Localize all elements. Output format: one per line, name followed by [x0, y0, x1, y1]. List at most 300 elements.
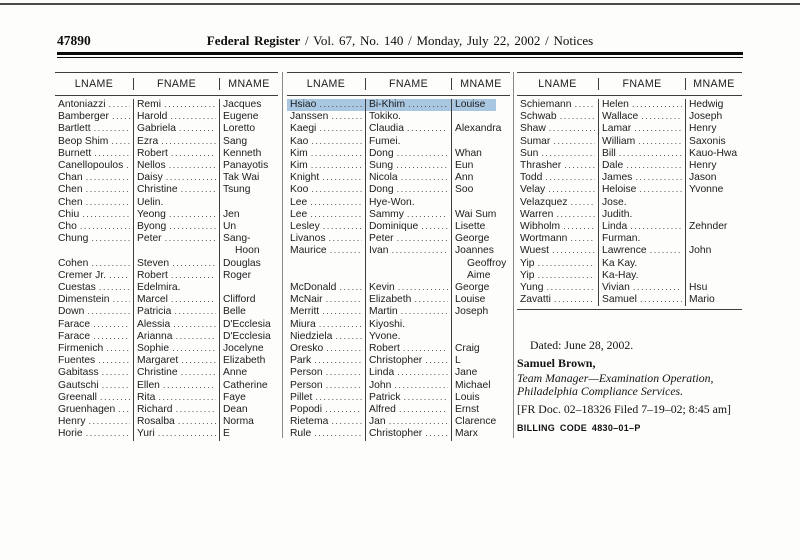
dot-leader — [398, 282, 448, 294]
name-text: Lamar — [602, 123, 632, 135]
mname-text: Eun — [455, 160, 474, 172]
table-row — [287, 392, 510, 404]
mname-cell — [452, 172, 510, 184]
name-text: Kao — [290, 135, 309, 147]
mname-text: Alexandra — [455, 123, 502, 135]
table-row — [287, 245, 510, 282]
dot-leader — [91, 258, 130, 270]
fname-cell — [366, 331, 452, 343]
dot-leader — [330, 245, 362, 257]
table-row — [55, 209, 278, 221]
dot-leader — [112, 111, 130, 123]
name-text: Rita — [137, 391, 156, 403]
table-row — [287, 148, 510, 160]
lname-cell — [517, 136, 599, 148]
table-row — [287, 136, 510, 148]
lname-cell — [517, 99, 599, 111]
dot-leader — [331, 416, 362, 428]
lname-cell — [517, 209, 599, 221]
name-text: Fuentes — [58, 355, 96, 367]
name-text: Yuri — [137, 428, 155, 440]
dot-leader — [397, 233, 448, 245]
lname-cell — [55, 172, 134, 184]
dot-leader — [100, 392, 130, 404]
dot-leader — [635, 172, 682, 184]
lname-cell — [55, 258, 134, 270]
lname-cell — [287, 343, 366, 355]
dot-leader — [87, 306, 130, 318]
mname-cell — [686, 282, 742, 294]
lname-cell — [287, 416, 366, 428]
table-row — [517, 160, 742, 172]
dot-leader — [538, 270, 596, 282]
mname-text: Jacques — [223, 99, 262, 110]
name-text: Dong — [369, 184, 394, 196]
mname-cell — [452, 148, 510, 160]
lname-cell — [287, 355, 366, 367]
mname-text: Clarence — [455, 416, 497, 428]
mname-cell — [452, 416, 510, 428]
mname-cell — [220, 331, 278, 343]
mname-cell — [452, 319, 510, 331]
table-row — [287, 428, 510, 440]
mname-cell — [220, 343, 278, 355]
table-row — [55, 404, 278, 416]
table-row — [55, 331, 278, 343]
dot-leader — [571, 197, 595, 209]
dot-leader — [169, 221, 216, 233]
name-text: Wallace — [602, 111, 639, 123]
dot-leader — [414, 294, 448, 306]
lname-cell — [287, 221, 366, 233]
table-row — [287, 355, 510, 367]
mname-cell — [220, 172, 278, 184]
mname-cell — [452, 392, 510, 404]
mname-cell — [220, 294, 278, 306]
running-head — [57, 33, 743, 49]
dot-leader — [564, 160, 595, 172]
lname-cell — [55, 136, 134, 148]
dot-leader — [171, 294, 216, 306]
fname-cell — [366, 355, 452, 367]
dot-leader — [389, 416, 448, 428]
dot-leader — [93, 319, 130, 331]
lname-cell — [287, 331, 366, 343]
lname-cell — [517, 111, 599, 123]
mname-text: Joseph — [455, 306, 489, 318]
table-row — [517, 294, 742, 306]
lname-cell — [287, 160, 366, 172]
name-text: Alfred — [369, 404, 396, 416]
mname-cell — [686, 184, 742, 196]
mname-text: Sang- — [223, 233, 251, 245]
dot-leader — [401, 306, 448, 318]
lname-cell — [517, 160, 599, 172]
name-text: Yip — [520, 269, 535, 281]
mname-cell — [220, 306, 278, 318]
mname-cell — [686, 172, 742, 184]
dot-leader — [86, 184, 130, 196]
dot-leader — [171, 270, 216, 282]
name-text: Zavatti — [520, 294, 551, 306]
fname-cell — [366, 282, 452, 294]
mname-text: Douglas — [223, 257, 261, 269]
name-text: Greenall — [58, 391, 97, 403]
dot-leader — [403, 392, 448, 404]
lname-cell — [55, 270, 134, 282]
name-text: Dimenstein — [58, 294, 110, 306]
fname-cell — [366, 99, 452, 111]
name-text: Fumei. — [369, 135, 401, 147]
lname-cell — [287, 99, 366, 111]
name-text: Heloise — [602, 184, 637, 196]
column-header-mname: MNAME — [228, 77, 270, 90]
dot-leader — [161, 136, 216, 148]
fname-cell — [366, 343, 452, 355]
mname-cell — [686, 197, 742, 209]
name-text: Sammy — [369, 208, 404, 220]
lname-cell — [55, 111, 134, 123]
lname-cell — [517, 221, 599, 233]
name-text: Byong — [137, 221, 167, 233]
name-text: Hye-Won. — [369, 196, 415, 208]
name-text: Koo — [290, 184, 309, 196]
dot-leader — [650, 245, 682, 257]
lname-cell — [55, 148, 134, 160]
mname-text: Eugene — [223, 111, 259, 123]
dot-leader — [310, 209, 362, 221]
dot-leader — [407, 209, 448, 221]
name-text: Edelmira. — [137, 282, 181, 294]
dot-leader — [310, 197, 362, 209]
name-text: Christopher — [369, 355, 423, 367]
lname-cell — [517, 282, 599, 294]
name-text: Canellopoulos — [58, 160, 124, 172]
table-row — [287, 233, 510, 245]
fname-cell — [366, 428, 452, 440]
mname-text: Michael — [455, 379, 491, 391]
fname-cell — [366, 111, 452, 123]
name-text: Christopher — [369, 428, 423, 440]
mname-text: Catherine — [223, 379, 268, 391]
name-table-column-3 — [517, 72, 742, 310]
name-text: Livanos — [290, 233, 326, 245]
fname-cell — [366, 245, 452, 282]
fname-cell — [366, 136, 452, 148]
mname-cell — [452, 428, 510, 440]
column-header-mname: MNAME — [693, 77, 735, 90]
dot-leader — [311, 136, 362, 148]
name-text: Nicola — [369, 172, 398, 184]
mname-cell — [452, 221, 510, 233]
table-row — [55, 416, 278, 428]
lname-cell — [287, 148, 366, 160]
lname-cell — [287, 245, 366, 282]
lname-cell — [55, 428, 134, 440]
table-row — [55, 172, 278, 184]
name-text: Patrick — [369, 391, 401, 403]
fname-cell — [366, 123, 452, 135]
dot-leader — [319, 123, 362, 135]
mname-cell — [452, 245, 510, 282]
name-text: Judith. — [602, 208, 633, 220]
mname-cell — [452, 136, 510, 148]
mname-text: Jen — [223, 208, 240, 220]
table-row — [55, 270, 278, 282]
column-gutter-rule-right — [513, 72, 514, 438]
table-row — [55, 233, 278, 257]
dot-leader — [165, 233, 216, 245]
dot-leader — [176, 331, 217, 343]
mname-text: Aime — [467, 269, 491, 281]
dot-leader — [109, 99, 130, 111]
fname-cell — [599, 282, 686, 294]
table-row — [287, 160, 510, 172]
mname-cell — [452, 404, 510, 416]
mname-text: Joseph — [689, 111, 723, 123]
name-text: Yvone. — [369, 330, 401, 342]
table-row — [55, 392, 278, 404]
name-text: Bi-Khim — [369, 99, 406, 110]
mname-cell — [686, 209, 742, 221]
table-row — [55, 294, 278, 306]
mname-text: Panayotis — [223, 160, 269, 172]
column-header-lname: LNAME — [55, 78, 134, 90]
fname-cell — [599, 136, 686, 148]
name-text: Janssen — [290, 111, 329, 123]
mname-cell — [220, 184, 278, 196]
dot-leader — [326, 380, 362, 392]
name-text: Niedziela — [290, 330, 333, 342]
table-row-highlighted — [287, 99, 510, 111]
table-body — [287, 96, 510, 441]
name-text: Chiu — [58, 208, 80, 220]
dot-leader — [91, 233, 130, 245]
fname-cell — [599, 111, 686, 123]
name-text: Todd — [520, 172, 543, 184]
name-text: Yip — [520, 257, 535, 269]
fname-cell — [134, 99, 220, 111]
dot-leader — [181, 355, 216, 367]
dot-leader — [311, 160, 362, 172]
mname-text — [455, 99, 508, 111]
dot-leader — [98, 355, 130, 367]
dot-leader — [175, 404, 216, 416]
dot-leader — [99, 282, 130, 294]
lname-cell — [287, 294, 366, 306]
mname-text: Norma — [223, 416, 254, 428]
name-text: Robert — [369, 343, 400, 355]
lname-cell — [55, 221, 134, 233]
mname-cell — [452, 99, 510, 111]
dot-leader — [575, 99, 595, 111]
lname-cell — [55, 209, 134, 221]
lname-cell — [517, 270, 599, 282]
table-row — [517, 148, 742, 160]
fname-cell — [134, 136, 220, 148]
mname-text: Mario — [689, 294, 715, 306]
table-row — [517, 221, 742, 233]
dot-leader — [329, 233, 363, 245]
dot-leader — [179, 123, 216, 135]
lname-cell — [287, 123, 366, 135]
mname-cell — [220, 404, 278, 416]
running-head-rule — [57, 52, 743, 58]
journal-name: Federal Register — [206, 33, 301, 48]
fname-cell — [134, 209, 220, 221]
fname-cell — [599, 172, 686, 184]
name-text: Bamberger — [58, 111, 109, 123]
table-row — [287, 209, 510, 221]
lname-cell — [517, 172, 599, 184]
mname-cell — [452, 197, 510, 209]
name-text: Henry — [58, 416, 86, 428]
table-row — [517, 172, 742, 184]
name-text: Dale — [602, 160, 624, 172]
mname-text: Jane — [455, 367, 478, 379]
dot-leader — [323, 221, 362, 233]
mname-text: D'Ecclesia — [223, 318, 271, 330]
dot-leader — [421, 221, 448, 233]
name-table-column-2 — [287, 72, 510, 441]
dot-leader — [311, 184, 362, 196]
dot-leader — [113, 294, 130, 306]
mname-cell — [220, 367, 278, 379]
mname-cell — [686, 221, 742, 233]
name-text: Kim — [290, 147, 308, 159]
name-text: Peter — [369, 233, 394, 245]
table-row — [517, 123, 742, 135]
dot-leader — [178, 416, 216, 428]
mname-cell — [686, 160, 742, 172]
name-text: Bartlett — [58, 123, 91, 135]
name-text: Gruenhagen — [58, 404, 116, 416]
dot-leader — [552, 245, 595, 257]
mname-text: Marx — [455, 428, 478, 440]
mname-text: Elizabeth — [223, 355, 266, 367]
fname-cell — [599, 258, 686, 270]
mname-text: Loretto — [223, 123, 256, 135]
fname-cell — [599, 148, 686, 160]
dot-leader — [396, 160, 448, 172]
mname-text: Joannes — [455, 245, 494, 257]
name-text: Velay — [520, 184, 546, 196]
dot-leader — [391, 245, 448, 257]
dot-leader — [335, 331, 362, 343]
fname-cell — [599, 233, 686, 245]
dot-leader — [102, 367, 130, 379]
mname-cell — [452, 343, 510, 355]
dot-leader — [326, 343, 362, 355]
dot-leader — [94, 148, 130, 160]
lname-cell — [287, 197, 366, 209]
name-text: Claudia — [369, 123, 404, 135]
name-text: Kevin — [369, 282, 395, 294]
mname-text: Clifford — [223, 294, 256, 306]
mname-text: Jocelyne — [223, 343, 264, 355]
mname-text: Zehnder — [689, 221, 728, 233]
table-row — [517, 282, 742, 294]
name-text: Elizabeth — [369, 294, 412, 306]
mname-cell — [220, 282, 278, 294]
dot-leader — [80, 221, 130, 233]
name-text: Pillet — [290, 391, 313, 403]
table-row — [55, 282, 278, 294]
fname-cell — [366, 172, 452, 184]
name-text: Miura — [290, 318, 316, 330]
table-row — [55, 428, 278, 440]
name-text: Gabriela — [137, 123, 176, 135]
mname-cell — [220, 136, 278, 148]
dot-leader — [397, 367, 448, 379]
dot-leader — [163, 380, 216, 392]
mname-cell — [452, 111, 510, 123]
table-row — [287, 306, 510, 318]
running-head-title — [57, 33, 743, 49]
dot-leader — [401, 172, 448, 184]
table-row — [517, 184, 742, 196]
lname-cell — [55, 306, 134, 318]
table-row — [287, 416, 510, 428]
name-text: Bill — [602, 147, 616, 159]
table-row — [287, 343, 510, 355]
fname-cell — [134, 404, 220, 416]
lname-cell — [517, 148, 599, 160]
name-text: Dong — [369, 147, 394, 159]
mname-cell — [220, 209, 278, 221]
dot-leader — [425, 428, 448, 440]
dot-leader — [549, 123, 595, 135]
name-text: Burnett — [58, 147, 92, 159]
table-row — [287, 367, 510, 379]
dot-leader — [181, 367, 216, 379]
name-text: Farace — [58, 318, 91, 330]
name-text: Patricia — [137, 306, 172, 318]
table-row — [55, 148, 278, 160]
lname-cell — [55, 197, 134, 209]
fname-cell — [134, 282, 220, 294]
lname-cell — [287, 380, 366, 392]
name-text: Ivan — [369, 245, 389, 257]
dot-leader — [311, 148, 362, 160]
dot-leader — [554, 294, 595, 306]
name-text: Ka-Hay. — [602, 269, 639, 281]
dot-leader — [82, 209, 130, 221]
column-header-fname: FNAME — [134, 78, 220, 90]
name-text: Chung — [58, 233, 89, 245]
mname-text: Kenneth — [223, 147, 262, 159]
lname-cell — [287, 282, 366, 294]
dot-leader — [546, 282, 595, 294]
name-text: Richard — [137, 404, 173, 416]
dot-leader — [638, 136, 682, 148]
lname-cell — [287, 136, 366, 148]
table-row — [55, 136, 278, 148]
dot-leader — [172, 258, 216, 270]
lname-cell — [287, 172, 366, 184]
lname-cell — [287, 184, 366, 196]
name-text: Robert — [137, 147, 168, 159]
fname-cell — [366, 209, 452, 221]
fname-cell — [599, 221, 686, 233]
lname-cell — [55, 355, 134, 367]
mname-text: Dean — [223, 404, 248, 416]
mname-cell — [686, 294, 742, 306]
lname-cell — [55, 416, 134, 428]
fname-cell — [366, 184, 452, 196]
mname-cell — [452, 184, 510, 196]
dot-leader — [399, 404, 448, 416]
